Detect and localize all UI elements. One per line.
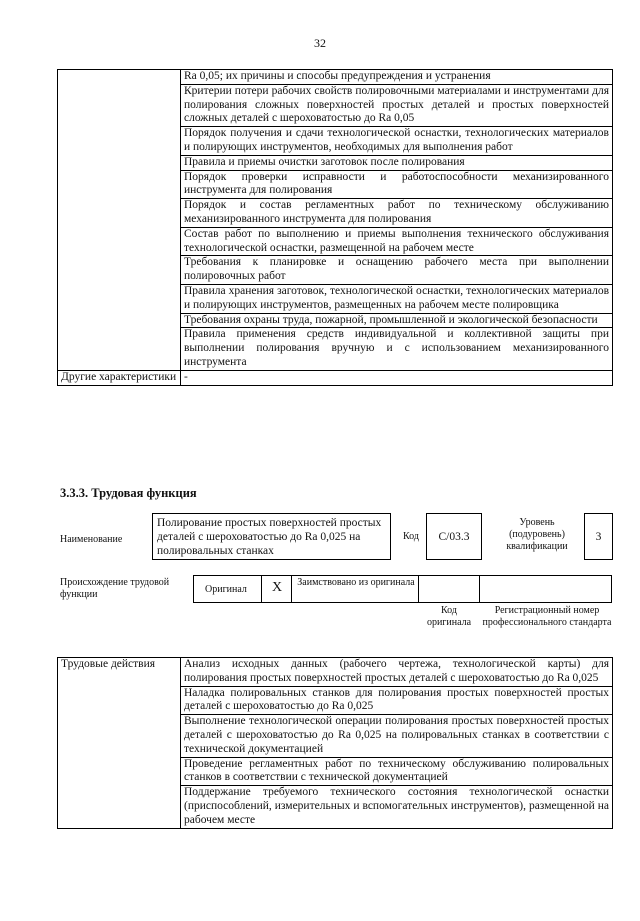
original-label: Оригинал <box>205 584 247 595</box>
other-characteristics-value: - <box>181 370 613 385</box>
function-name-box: Полирование простых поверхностей простых деталей с шероховатостью до Ra 0,025 на полировальных станках <box>152 513 391 560</box>
table-cell: Ra 0,05; их причины и способы предупреждения и устранения <box>181 70 613 85</box>
table-row <box>58 370 613 385</box>
table-cell: Порядок получения и сдачи технологической оснастки, технологических материалов и полирующих инструментов, необходимых для выполнения работ <box>181 127 613 156</box>
registration-number-caption: Регистрационный номер профессионального стандарта <box>482 605 612 628</box>
labor-actions-table <box>57 657 613 829</box>
knowledge-table <box>57 69 613 386</box>
function-code-box: С/03.3 <box>426 513 482 560</box>
table-cell: Поддержание требуемого технического состояния технологической оснастки (приспособлений, измерительных и вспомогательных инструментов), размещенной на рабочем месте <box>181 786 613 828</box>
table-cell: Требования к планировке и оснащению рабочего места при выполнении полировочных работ <box>181 256 613 285</box>
table-cell: Правила хранения заготовок, технологической оснастки, технологических материалов и полирующих инструментов, размещенных на рабочем месте полировщика <box>181 284 613 313</box>
borrowed-label: Заимствовано из оригинала <box>297 577 415 588</box>
table-cell: Правила и приемы очистки заготовок после полирования <box>181 155 613 170</box>
table-cell: Состав работ по выполнению и приемы выполнения технического обслуживания технологической оснастки, размещенной на рабочем месте <box>181 227 613 256</box>
level-label: Уровень (подуровень) квалификации <box>506 517 568 552</box>
table-cell: Анализ исходных данных (рабочего чертежа, технологической карты) для полирования простых поверхностей простых деталей с шероховатостью до Ra 0,025 <box>181 658 613 687</box>
other-characteristics-label: Другие характеристики <box>58 370 181 385</box>
name-label: Наименование <box>60 534 123 545</box>
table-row <box>58 658 613 687</box>
original-code-caption: Код оригинала <box>426 605 472 628</box>
code-label: Код <box>403 531 419 542</box>
table-cell: Выполнение технологической операции полирования простых поверхностей простых деталей с шероховатостью до Ra 0,025 на полировальных станках в соответствии с технической документацией <box>181 715 613 757</box>
table-row <box>58 70 613 85</box>
knowledge-label-cell <box>58 70 181 371</box>
level-value-box: 3 <box>584 513 613 560</box>
section-title: 3.3.3. Трудовая функция <box>60 486 197 500</box>
table-cell: Требования охраны труда, пожарной, промышленной и экологической безопасности <box>181 313 613 328</box>
origin-label: Происхождение трудовой функции <box>60 577 170 600</box>
table-cell: Наладка полировальных станков для полирования простых поверхностей простых деталей с шероховатостью до Ra 0,025 <box>181 686 613 715</box>
table-cell: Порядок и состав регламентных работ по техническому обслуживанию механизированного инструмента для полирования <box>181 199 613 228</box>
table-cell: Критерии потери рабочих свойств полировочными материалами и инструментами для полирования сложных поверхностей простых деталей и простых поверхностей сложных деталей с шероховатостью до Ra 0,05 <box>181 84 613 126</box>
table-cell: Порядок проверки исправности и работоспособности механизированного инструмента для полирования <box>181 170 613 199</box>
page-number: 32 <box>314 36 326 50</box>
table-cell: Правила применения средств индивидуальной и коллективной защиты при выполнении полирования вручную и с использованием механизированного инструмента <box>181 328 613 370</box>
table-cell: Проведение регламентных работ по техническому обслуживанию полировальных станков в соответствии с технической документацией <box>181 757 613 786</box>
original-mark: X <box>271 580 283 595</box>
labor-actions-label: Трудовые действия <box>58 658 181 829</box>
